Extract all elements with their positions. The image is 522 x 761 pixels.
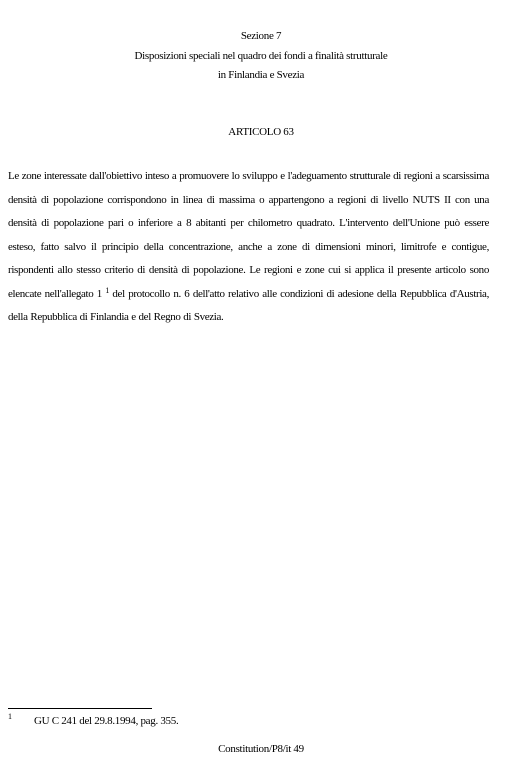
article-body <box>8 165 489 330</box>
section-title-line-1: Disposizioni speciali nel quadro dei fondi a finalità strutturale <box>134 50 388 62</box>
footnote-reference[interactable]: 1 <box>105 285 109 295</box>
page-footer-reference: Constitution/P8/it 49 <box>218 743 304 755</box>
article-body-text-part-2: del protocollo n. 6 dell'atto relativo alle condizioni di adesione della Repubblica d'Austria, della Repubblica di Finlandia e del Regno di Svezia. <box>8 287 489 323</box>
footnote-marker: 1 <box>8 712 12 721</box>
article-body-text-part-1: Le zone interessate dall'obiettivo inteso a promuovere lo sviluppo e l'adeguamento strutturale di regioni a scarsissima densità di popolazione corrispondono in linea di massima o appartengono a regioni di livello NUTS II con una densità di popolazione pari o inferiore a 8 abitanti per chilometro quadrato. L'intervento dell'Unione può essere esteso, fatto salvo il principio della concentrazione, anche a zone di dimensioni minori, limitrofe e contigue, rispondenti allo stesso criterio di densità di popolazione. Le regioni e zone cui si applica il presente articolo sono elencate nell'allegato 1 <box>8 170 489 300</box>
footnote-separator <box>8 708 152 709</box>
section-heading: Sezione 7 <box>240 30 282 42</box>
footnote-text: GU C 241 del 29.8.1994, pag. 355. <box>34 715 179 727</box>
article-heading: ARTICOLO 63 <box>228 126 294 138</box>
section-title-line-2: in Finlandia e Svezia <box>217 69 305 81</box>
